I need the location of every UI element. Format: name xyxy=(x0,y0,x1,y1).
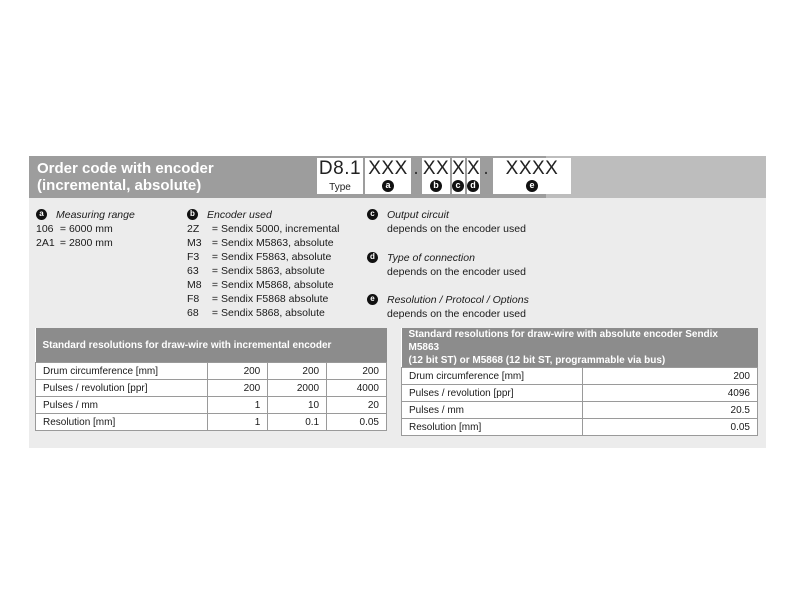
legend-e-text: depends on the encoder used xyxy=(387,308,526,320)
marker-a-icon: a xyxy=(382,180,394,192)
legend-type-of-connection xyxy=(367,251,526,279)
marker-e-icon: e xyxy=(367,294,378,305)
code-segment-d: X xyxy=(467,158,481,179)
code-separator-1: . xyxy=(413,158,419,179)
table-row: Pulses / revolution [ppr] 4096 xyxy=(402,385,758,402)
legend-d-text: depends on the encoder used xyxy=(387,266,526,278)
legend-b-item: M3 = Sendix M5863, absolute xyxy=(187,237,334,249)
table-incremental-heading: Standard resolutions for draw-wire with incremental encoder xyxy=(36,328,387,363)
code-segment-a-box xyxy=(365,158,411,194)
legend-measuring-range xyxy=(36,208,135,250)
marker-d-icon: d xyxy=(367,252,378,263)
legend-b-item: M8 = Sendix M5868, absolute xyxy=(187,279,334,291)
code-segment-c: X xyxy=(452,158,466,179)
code-segment-b-box xyxy=(422,158,450,194)
marker-b-icon: b xyxy=(430,180,442,192)
legend-b-title: Encoder used xyxy=(207,209,272,221)
code-prefix: D8.1 xyxy=(318,158,362,179)
table-absolute xyxy=(401,328,758,436)
legend-e-title: Resolution / Protocol / Options xyxy=(387,294,529,306)
table-row: Drum circumference [mm] 200 xyxy=(402,368,758,385)
legend-a-item: 2A1 = 2800 mm xyxy=(36,237,113,249)
legend-b-item: 2Z = Sendix 5000, incremental xyxy=(187,223,340,235)
code-segment-d-box xyxy=(467,158,480,194)
code-type-label: Type xyxy=(329,182,351,193)
table-row: Resolution [mm] 0.05 xyxy=(402,419,758,436)
legend-output-circuit xyxy=(367,208,526,236)
legend-b-item: 68 = Sendix 5868, absolute xyxy=(187,307,325,319)
marker-c-icon: c xyxy=(367,209,378,220)
table-row: Pulses / mm 20.5 xyxy=(402,402,758,419)
marker-e-icon: e xyxy=(526,180,538,192)
code-segment-e: XXXX xyxy=(505,158,559,179)
order-code-panel xyxy=(29,156,766,448)
code-separator-2: . xyxy=(483,158,489,179)
code-segment-b: XX xyxy=(422,158,450,179)
legend-c-title: Output circuit xyxy=(387,209,449,221)
legend-b-item: F8 = Sendix F5868 absolute xyxy=(187,293,329,305)
header-right-shade xyxy=(546,156,766,198)
legend-c-text: depends on the encoder used xyxy=(387,223,526,235)
title-line-2: (incremental, absolute) xyxy=(37,177,202,194)
panel-header xyxy=(29,156,766,198)
legend-b-item: F3 = Sendix F5863, absolute xyxy=(187,251,332,263)
panel-title xyxy=(37,160,214,194)
title-line-1: Order code with encoder xyxy=(37,160,214,177)
table-row: Drum circumference [mm] 200 200 200 xyxy=(36,363,387,380)
table-absolute-heading: Standard resolutions for draw-wire with absolute encoder Sendix M5863 (12 bit ST) or M5868 (12 bit ST, programmable via bus) xyxy=(402,328,758,368)
legend-a-item: 106 = 6000 mm xyxy=(36,223,113,235)
legend-a-title: Measuring range xyxy=(56,209,135,221)
marker-b-icon: b xyxy=(187,209,198,220)
marker-d-icon: d xyxy=(467,180,479,192)
legend-d-title: Type of connection xyxy=(387,252,475,264)
legend-encoder-used xyxy=(187,208,339,320)
marker-a-icon: a xyxy=(36,209,47,220)
marker-c-icon: c xyxy=(452,180,464,192)
code-prefix-box xyxy=(317,158,363,194)
table-incremental xyxy=(35,328,387,431)
legend-b-item: 63 = Sendix 5863, absolute xyxy=(187,265,325,277)
table-row: Resolution [mm] 1 0.1 0.05 xyxy=(36,414,387,431)
table-row: Pulses / mm 1 10 20 xyxy=(36,397,387,414)
table-row: Pulses / revolution [ppr] 200 2000 4000 xyxy=(36,380,387,397)
legend-resolution-protocol xyxy=(367,293,529,321)
code-segment-a: XXX xyxy=(368,158,408,179)
code-segment-c-box xyxy=(452,158,465,194)
code-segment-e-box xyxy=(493,158,571,194)
